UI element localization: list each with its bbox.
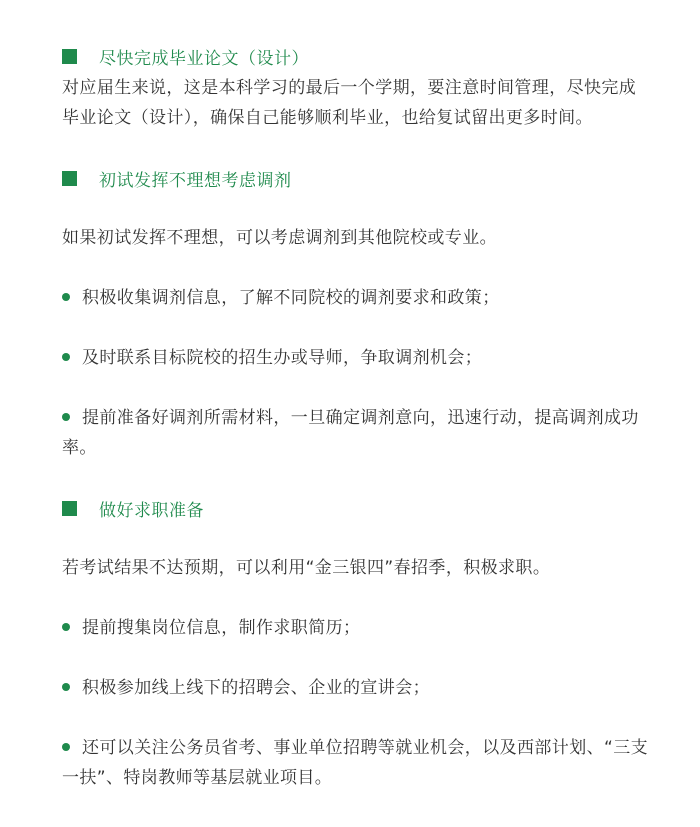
bullet-dot-icon xyxy=(62,293,70,301)
section-heading-thesis xyxy=(62,41,652,71)
square-bullet-icon xyxy=(62,501,77,516)
list-item xyxy=(62,613,652,643)
bullet-dot-icon xyxy=(62,353,70,361)
section-heading-text: 初试发挥不理想考虑调剂 xyxy=(99,170,292,191)
list-item xyxy=(62,343,652,373)
list-item-text: 提前准备好调剂所需材料，一旦确定调剂意向，迅速行动，提高调剂成功率。 xyxy=(62,408,639,458)
bullet-dot-icon xyxy=(62,413,70,421)
square-bullet-icon xyxy=(62,49,77,64)
list-item-text: 提前搜集岗位信息，制作求职简历； xyxy=(82,618,361,638)
list-item-text: 积极收集调剂信息，了解不同院校的调剂要求和政策； xyxy=(82,288,500,308)
bullet-dot-icon xyxy=(62,683,70,691)
list-item xyxy=(62,673,652,703)
section-intro: 若考试结果不达预期，可以利用“金三银四”春招季，积极求职。 xyxy=(62,558,551,578)
section-intro: 如果初试发挥不理想，可以考虑调剂到其他院校或专业。 xyxy=(62,228,497,248)
list-item xyxy=(62,403,652,463)
bullet-dot-icon xyxy=(62,743,70,751)
section-heading-text: 做好求职准备 xyxy=(99,500,204,521)
section-heading-job-search xyxy=(62,493,652,523)
article xyxy=(62,40,652,793)
list-item-text: 还可以关注公务员省考、事业单位招聘等就业机会，以及西部计划、“三支一扶”、特岗教师等基层就业项目。 xyxy=(62,738,649,788)
square-bullet-icon xyxy=(62,171,77,186)
section-heading-text: 尽快完成毕业论文（设计） xyxy=(99,48,309,69)
list-item xyxy=(62,283,652,313)
list-item xyxy=(62,733,652,793)
list-item-text: 及时联系目标院校的招生办或导师，争取调剂机会； xyxy=(82,348,483,368)
section-paragraph: 对应届生来说，这是本科学习的最后一个学期，要注意时间管理，尽快完成毕业论文（设计），确保自己能够顺利毕业，也给复试留出更多时间。 xyxy=(62,78,637,128)
list-item-text: 积极参加线上线下的招聘会、企业的宣讲会； xyxy=(82,678,430,698)
section-heading-adjustment xyxy=(62,163,652,193)
bullet-dot-icon xyxy=(62,623,70,631)
